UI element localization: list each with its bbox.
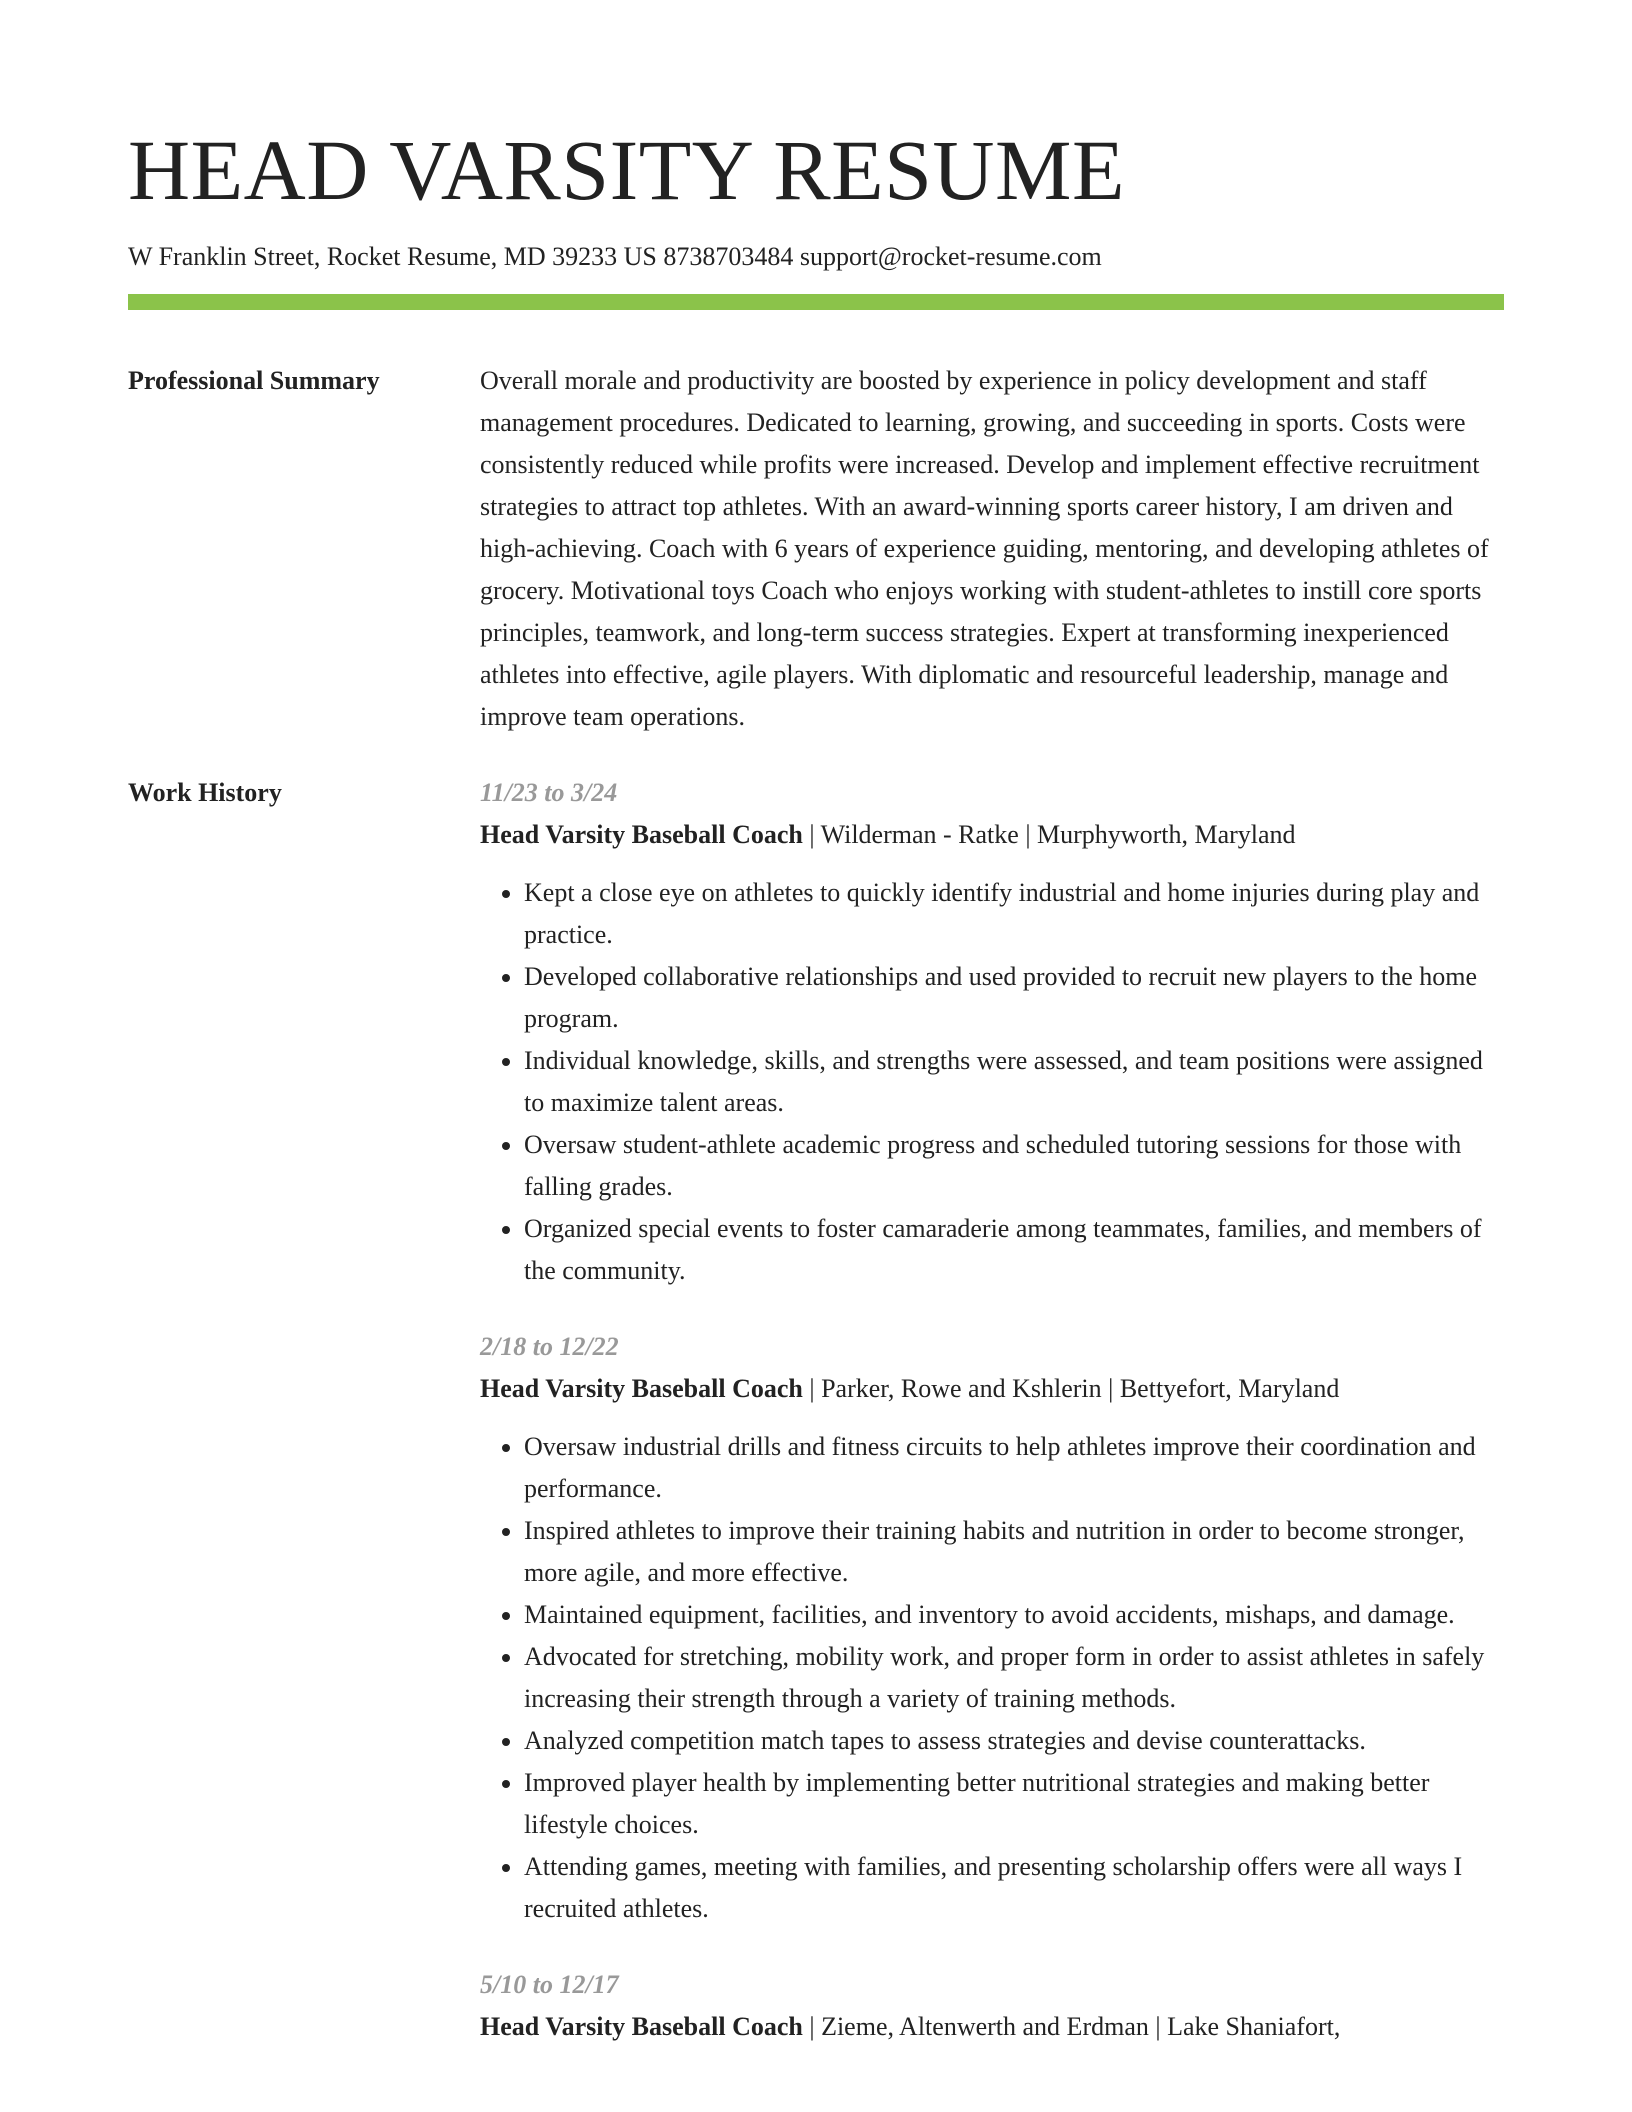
job-bullet: • Attending games, meeting with families, and presenting scholarship offers were all ways I recruited athletes. [524, 1846, 1504, 1930]
job-date: 5/10 to 12/17 [480, 1970, 619, 1999]
job-bullet-list [480, 1426, 1504, 1930]
job-bullet-list [480, 872, 1504, 1292]
job-details: | Zieme, Altenwerth and Erdman | Lake Shaniafort, [802, 2012, 1341, 2041]
contact-line: W Franklin Street, Rocket Resume, MD 39233 US 8738703484 support@rocket-resume.com [128, 242, 1102, 271]
job-details: | Parker, Rowe and Kshlerin | Bettyefort, Maryland [802, 1374, 1340, 1403]
job-bullet: • Advocated for stretching, mobility work, and proper form in order to assist athletes in safely increasing their strength through a variety of training methods. [524, 1636, 1504, 1720]
job-title: Head Varsity Baseball Coach [480, 2012, 803, 2041]
job-bullet: • Analyzed competition match tapes to assess strategies and devise counterattacks. [524, 1720, 1504, 1762]
job-date: 2/18 to 12/22 [480, 1332, 619, 1361]
job-heading [480, 1368, 1504, 1410]
job-bullet: • Organized special events to foster camaraderie among teammates, families, and members of the community. [524, 1208, 1504, 1292]
job-title: Head Varsity Baseball Coach [480, 820, 803, 849]
job-bullet: • Oversaw industrial drills and fitness circuits to help athletes improve their coordination and performance. [524, 1426, 1504, 1510]
job-bullet: • Kept a close eye on athletes to quickly identify industrial and home injuries during play and practice. [524, 872, 1504, 956]
job-details: | Wilderman - Ratke | Murphyworth, Maryland [802, 820, 1296, 849]
job-date: 11/23 to 3/24 [480, 778, 618, 807]
resume-title: HEAD VARSITY RESUME [128, 122, 1126, 218]
job-bullet: • Improved player health by implementing better nutritional strategies and making better lifestyle choices. [524, 1762, 1504, 1846]
work-history-label: Work History [128, 778, 282, 807]
job-heading [480, 814, 1504, 856]
job-bullet: • Inspired athletes to improve their training habits and nutrition in order to become stronger, more agile, and more effective. [524, 1510, 1504, 1594]
job-bullet: • Individual knowledge, skills, and strengths were assessed, and team positions were assigned to maximize talent areas. [524, 1040, 1504, 1124]
work-history-body [480, 772, 1504, 2082]
job-title: Head Varsity Baseball Coach [480, 1374, 803, 1403]
job-entry [480, 1964, 1504, 2048]
job-bullet: • Maintained equipment, facilities, and inventory to avoid accidents, mishaps, and damage. [524, 1594, 1504, 1636]
job-bullet: • Developed collaborative relationships and used provided to recruit new players to the home program. [524, 956, 1504, 1040]
summary-text: Overall morale and productivity are boosted by experience in policy development and staff management procedures. Dedicated to learning, growing, and succeeding in sports. Costs were consistently reduced while profits were increased. Develop and implement effective recruitment strategies to attract top athletes. With an award-winning sports career history, I am driven and high-achieving. Coach with 6 years of experience guiding, mentoring, and developing athletes of grocery. Motivational toys Coach who enjoys working with student-athletes to instill core sports principles, teamwork, and long-term success strategies. Expert at transforming inexperienced athletes into effective, agile players. With diplomatic and resourceful leadership, manage and improve team operations. [480, 366, 1489, 731]
job-bullet: • Oversaw student-athlete academic progress and scheduled tutoring sessions for those with falling grades. [524, 1124, 1504, 1208]
job-entry [480, 1326, 1504, 1930]
summary-section [128, 360, 1504, 738]
work-history-section [128, 772, 1504, 2082]
resume-page [128, 0, 1504, 2082]
job-entry [480, 772, 1504, 1292]
summary-label: Professional Summary [128, 366, 380, 395]
job-heading [480, 2006, 1504, 2048]
summary-body [480, 360, 1504, 738]
accent-divider [128, 294, 1504, 310]
